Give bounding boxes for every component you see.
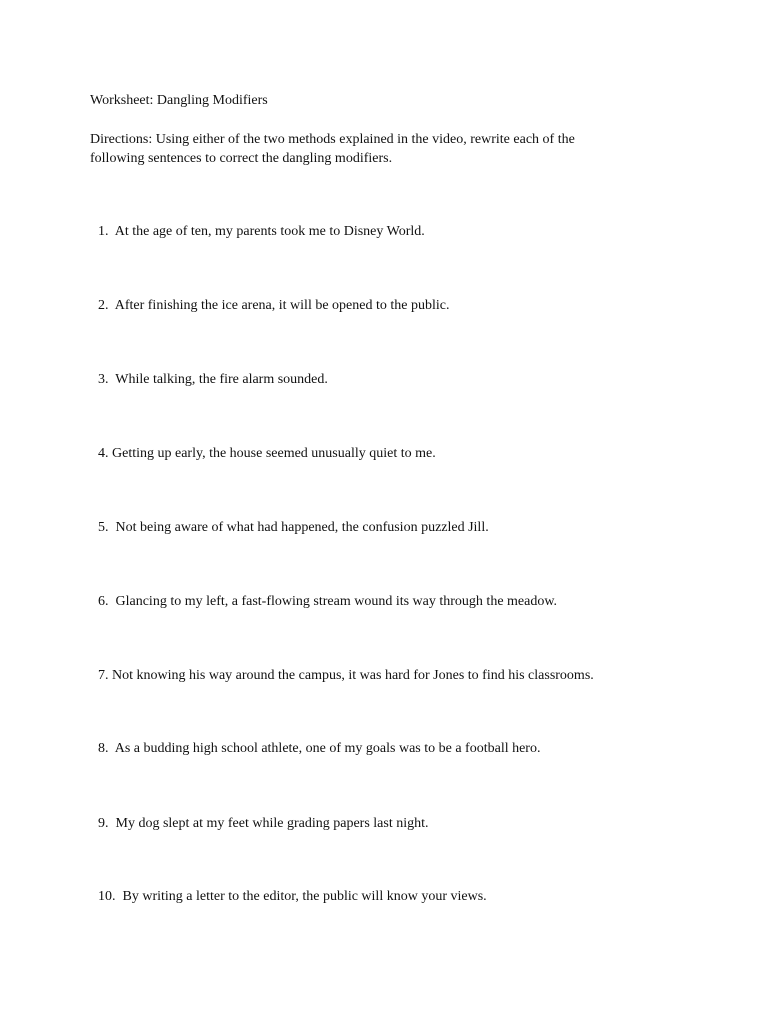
directions-line-2: following sentences to correct the dangling modifiers. (90, 151, 393, 166)
directions-paragraph (90, 130, 650, 168)
sentence-item-7: 7. Not knowing his way around the campus, it was hard for Jones to find his classrooms. (98, 668, 594, 683)
sentence-item-4: 4. Getting up early, the house seemed unusually quiet to me. (98, 446, 436, 461)
sentence-item-3: 3. While talking, the fire alarm sounded. (98, 372, 328, 387)
sentence-item-2: 2. After finishing the ice arena, it will be opened to the public. (98, 298, 450, 313)
sentence-item-10: 10. By writing a letter to the editor, the public will know your views. (98, 889, 487, 904)
sentence-item-6: 6. Glancing to my left, a fast-flowing stream wound its way through the meadow. (98, 594, 558, 609)
sentence-item-5: 5. Not being aware of what had happened, the confusion puzzled Jill. (98, 520, 489, 535)
sentence-item-8: 8. As a budding high school athlete, one of my goals was to be a football hero. (98, 741, 541, 756)
worksheet-title: Worksheet: Dangling Modifiers (90, 93, 268, 108)
directions-line-1: Directions: Using either of the two methods explained in the video, rewrite each of the (90, 132, 575, 147)
sentence-item-9: 9. My dog slept at my feet while grading papers last night. (98, 816, 429, 831)
sentence-item-1: 1. At the age of ten, my parents took me to Disney World. (98, 224, 425, 239)
